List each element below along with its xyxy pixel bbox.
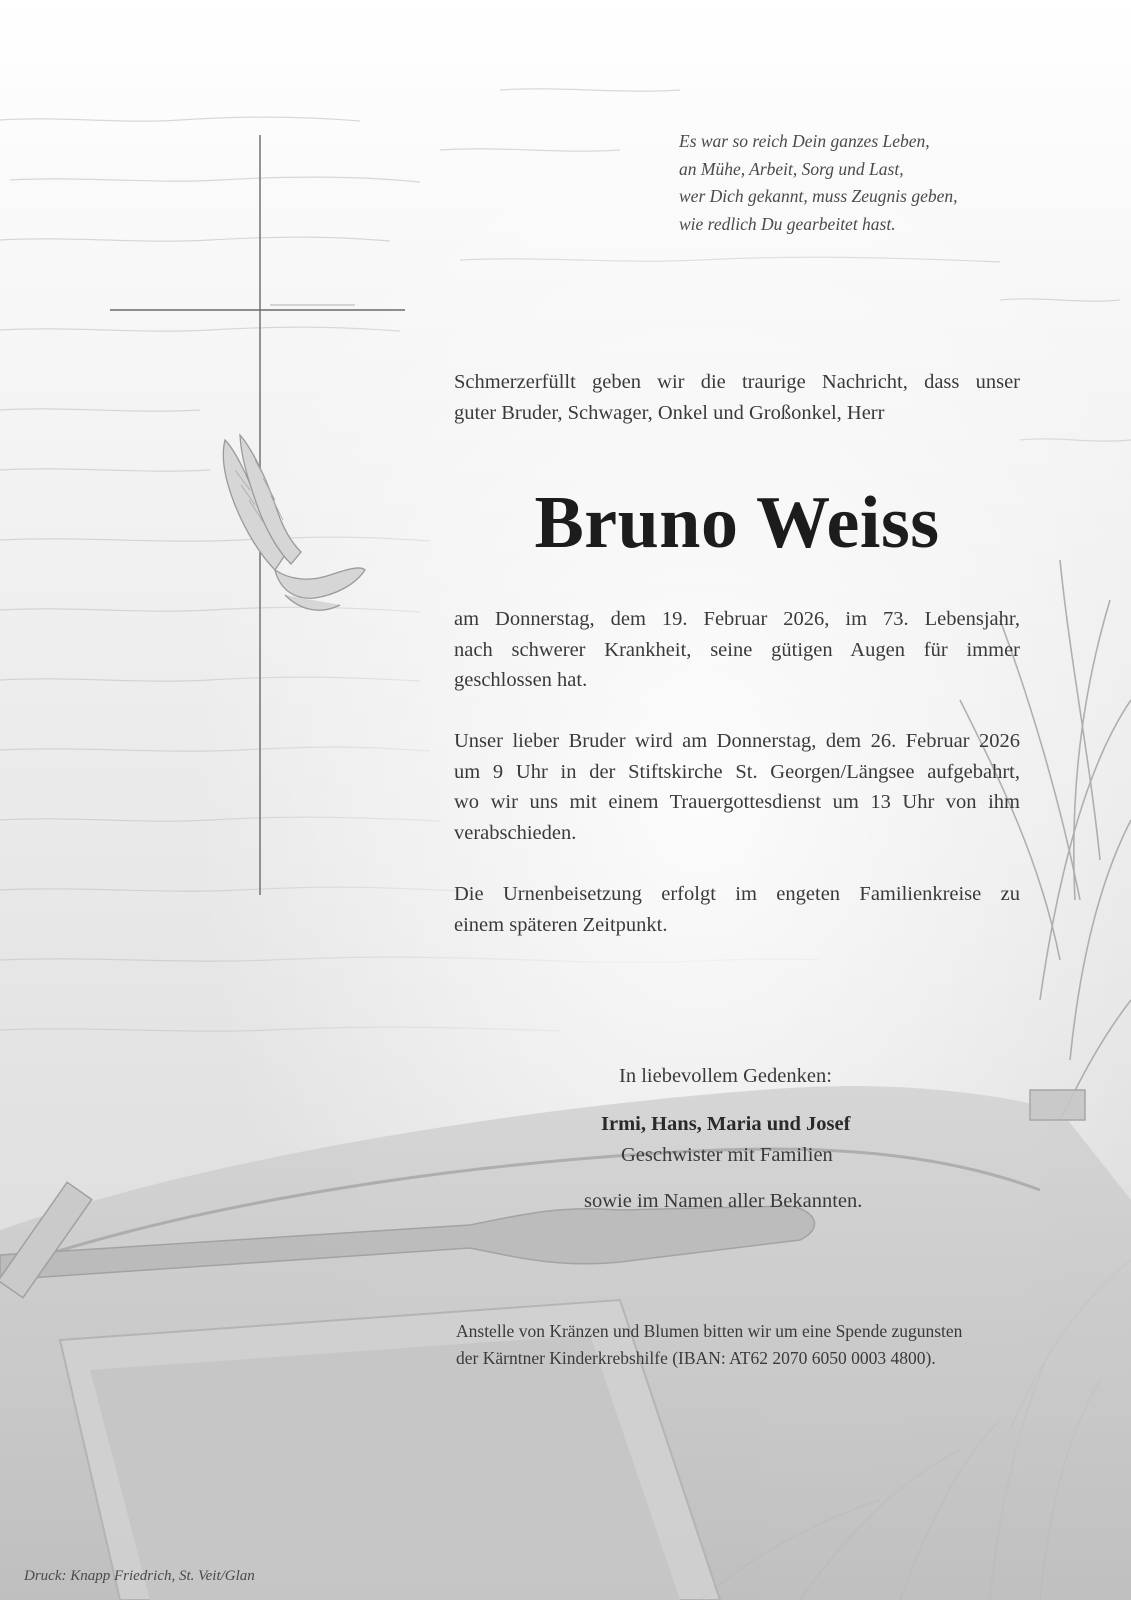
urn-line: Die Urnenbeisetzung erfolgt im engeten Familienkreise zu (454, 883, 1020, 905)
death-notice-line: am Donnerstag, dem 19. Februar 2026, im 73. Lebensjahr, (454, 608, 1020, 630)
funeral-line: verabschieden. (454, 821, 577, 844)
praying-hands-icon (205, 430, 375, 630)
donation-line: der Kärntner Kinderkrebshilfe (IBAN: AT62 2070 6050 0003 4800). (456, 1348, 936, 1368)
intro-line: Schmerzerfüllt geben wir die traurige Nachricht, dass unser (454, 371, 1020, 393)
printer-credit: Druck: Knapp Friedrich, St. Veit/Glan (24, 1568, 255, 1584)
donation-request (456, 1318, 1026, 1372)
death-notice (454, 604, 1020, 696)
poem-line: wie redlich Du gearbeitet hast. (679, 213, 896, 234)
urn-burial-notice (454, 879, 1020, 940)
funeral-details (454, 726, 1020, 848)
funeral-line: wo wir uns mit einem Trauergottesdienst um 13 Uhr von ihm (454, 791, 1020, 813)
urn-line: einem späteren Zeitpunkt. (454, 913, 668, 936)
funeral-line: um 9 Uhr in der Stiftskirche St. Georgen/Längsee aufgebahrt, (454, 760, 1020, 783)
funeral-line: Unser lieber Bruder wird am Donnerstag, dem 26. Februar 2026 (454, 730, 1020, 752)
poem-line: an Mühe, Arbeit, Sorg und Last, (679, 158, 904, 179)
poem (679, 128, 1079, 238)
announcement-intro (454, 367, 1020, 429)
deceased-name: Bruno Weiss (534, 482, 940, 564)
poem-line: Es war so reich Dein ganzes Leben, (679, 131, 930, 151)
remembrance-line: In liebevollem Gedenken: (619, 1065, 832, 1087)
intro-line: guter Bruder, Schwager, Onkel und Großonkel, Herr (454, 402, 885, 424)
mourners-relation: Geschwister mit Familien (621, 1144, 833, 1166)
poem-line: wer Dich gekannt, muss Zeugnis geben, (679, 186, 958, 206)
death-notice-line: nach schwerer Krankheit, seine gütigen Augen für immer (454, 638, 1020, 661)
donation-line: Anstelle von Kränzen und Blumen bitten wir um eine Spende zugunsten (456, 1321, 963, 1341)
acquaintances-line: sowie im Namen aller Bekannten. (584, 1190, 863, 1212)
death-notice-line: geschlossen hat. (454, 669, 588, 691)
mourners-names: Irmi, Hans, Maria und Josef (601, 1113, 851, 1135)
